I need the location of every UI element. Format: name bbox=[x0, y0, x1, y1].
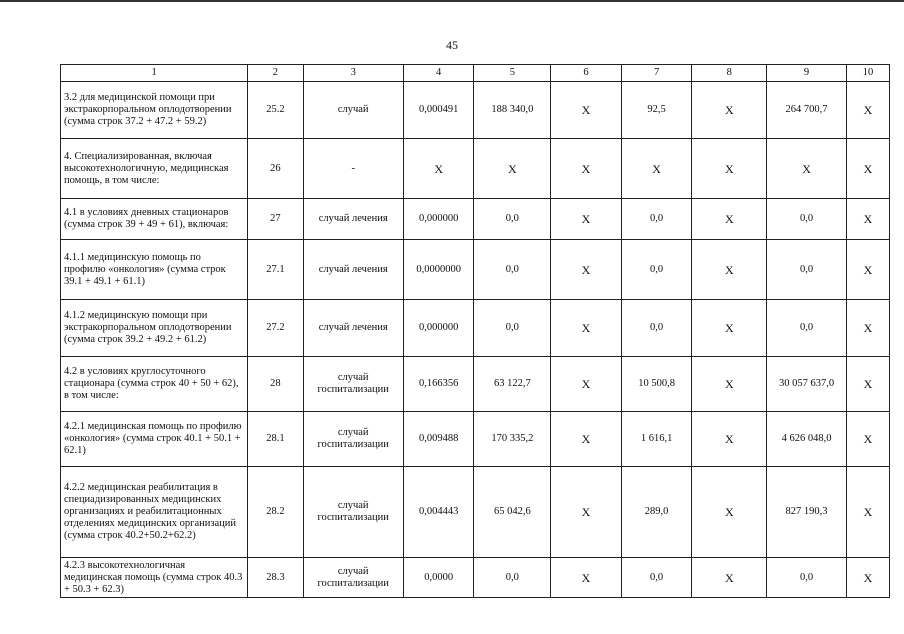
row-code-cell: 28.2 bbox=[248, 467, 303, 558]
column-header: 7 bbox=[621, 65, 692, 82]
unit-cell: случай госпитализации bbox=[303, 412, 403, 467]
value-cell: Х bbox=[846, 357, 889, 412]
value-cell: 0,004443 bbox=[403, 467, 474, 558]
value-cell: Х bbox=[846, 467, 889, 558]
data-table bbox=[60, 64, 890, 598]
value-cell: Х bbox=[846, 558, 889, 598]
table-row bbox=[61, 412, 890, 467]
column-header: 2 bbox=[248, 65, 303, 82]
value-cell: 0,0000000 bbox=[403, 240, 474, 300]
table-row bbox=[61, 300, 890, 357]
column-header: 6 bbox=[551, 65, 622, 82]
value-cell: Х bbox=[846, 82, 889, 139]
value-cell: 264 700,7 bbox=[767, 82, 847, 139]
value-cell: Х bbox=[551, 412, 622, 467]
value-cell: 63 122,7 bbox=[474, 357, 551, 412]
value-cell: 0,0 bbox=[767, 558, 847, 598]
value-cell: 827 190,3 bbox=[767, 467, 847, 558]
value-cell: 0,000000 bbox=[403, 199, 474, 240]
unit-cell: случай госпитализации bbox=[303, 357, 403, 412]
value-cell: 0,0 bbox=[621, 199, 692, 240]
row-code-cell: 25.2 bbox=[248, 82, 303, 139]
value-cell: Х bbox=[551, 82, 622, 139]
row-label-cell: 4.1.2 медицинскую помощи при экстракорпоральном оплодотворении (сумма строк 39.2 + 49.2 + 61.2) bbox=[61, 300, 248, 357]
unit-cell: - bbox=[303, 139, 403, 199]
value-cell: 0,0 bbox=[474, 240, 551, 300]
table-row bbox=[61, 199, 890, 240]
unit-cell: случай bbox=[303, 82, 403, 139]
value-cell: Х bbox=[692, 558, 767, 598]
value-cell: Х bbox=[692, 139, 767, 199]
value-cell: 170 335,2 bbox=[474, 412, 551, 467]
value-cell: Х bbox=[692, 467, 767, 558]
row-label-cell: 4.2.1 медицинская помощь по профилю «онкология» (сумма строк 40.1 + 50.1 + 62.1) bbox=[61, 412, 248, 467]
value-cell: Х bbox=[767, 139, 847, 199]
page-top-rule bbox=[0, 0, 904, 2]
column-header: 1 bbox=[61, 65, 248, 82]
value-cell: Х bbox=[551, 467, 622, 558]
value-cell: 1 616,1 bbox=[621, 412, 692, 467]
value-cell: 92,5 bbox=[621, 82, 692, 139]
value-cell: Х bbox=[692, 357, 767, 412]
unit-cell: случай лечения bbox=[303, 300, 403, 357]
value-cell: Х bbox=[621, 139, 692, 199]
column-header: 10 bbox=[846, 65, 889, 82]
value-cell: 0,0 bbox=[621, 558, 692, 598]
value-cell: 188 340,0 bbox=[474, 82, 551, 139]
value-cell: Х bbox=[551, 300, 622, 357]
value-cell: Х bbox=[846, 139, 889, 199]
value-cell: 0,000000 bbox=[403, 300, 474, 357]
value-cell: Х bbox=[846, 412, 889, 467]
value-cell: 289,0 bbox=[621, 467, 692, 558]
value-cell: Х bbox=[403, 139, 474, 199]
value-cell: 0,0 bbox=[474, 300, 551, 357]
value-cell: 0,0 bbox=[474, 199, 551, 240]
column-header: 3 bbox=[303, 65, 403, 82]
unit-cell: случай госпитализации bbox=[303, 467, 403, 558]
row-code-cell: 27.1 bbox=[248, 240, 303, 300]
value-cell: Х bbox=[551, 199, 622, 240]
table-row bbox=[61, 357, 890, 412]
value-cell: 10 500,8 bbox=[621, 357, 692, 412]
row-code-cell: 26 bbox=[248, 139, 303, 199]
row-code-cell: 27.2 bbox=[248, 300, 303, 357]
row-label-cell: 4.1.1 медицинскую помощь по профилю «онкология» (сумма строк 39.1 + 49.1 + 61.1) bbox=[61, 240, 248, 300]
value-cell: 0,166356 bbox=[403, 357, 474, 412]
value-cell: Х bbox=[551, 240, 622, 300]
unit-cell: случай лечения bbox=[303, 199, 403, 240]
value-cell: 0,0 bbox=[767, 300, 847, 357]
value-cell: Х bbox=[551, 558, 622, 598]
table-header-row bbox=[61, 65, 890, 82]
value-cell: 0,0 bbox=[621, 240, 692, 300]
value-cell: 0,000491 bbox=[403, 82, 474, 139]
value-cell: Х bbox=[692, 240, 767, 300]
row-label-cell: 4.2.3 высокотехнологичная медицинская помощь (сумма строк 40.3 + 50.3 + 62.3) bbox=[61, 558, 248, 598]
value-cell: 30 057 637,0 bbox=[767, 357, 847, 412]
value-cell: 0,0000 bbox=[403, 558, 474, 598]
column-header: 9 bbox=[767, 65, 847, 82]
value-cell: 0,009488 bbox=[403, 412, 474, 467]
row-label-cell: 4.2 в условиях круглосуточного стационара (сумма строк 40 + 50 + 62), в том числе: bbox=[61, 357, 248, 412]
column-header: 8 bbox=[692, 65, 767, 82]
value-cell: 0,0 bbox=[767, 199, 847, 240]
row-code-cell: 28.3 bbox=[248, 558, 303, 598]
value-cell: Х bbox=[551, 357, 622, 412]
value-cell: 0,0 bbox=[621, 300, 692, 357]
unit-cell: случай госпитализации bbox=[303, 558, 403, 598]
value-cell: Х bbox=[692, 82, 767, 139]
value-cell: Х bbox=[846, 240, 889, 300]
value-cell: Х bbox=[692, 199, 767, 240]
row-code-cell: 28 bbox=[248, 357, 303, 412]
value-cell: 0,0 bbox=[474, 558, 551, 598]
value-cell: Х bbox=[692, 412, 767, 467]
column-header: 5 bbox=[474, 65, 551, 82]
row-label-cell: 3.2 для медицинской помощи при экстракорпоральном оплодотворении (сумма строк 37.2 + 47.2 + 59.2) bbox=[61, 82, 248, 139]
value-cell: 4 626 048,0 bbox=[767, 412, 847, 467]
value-cell: Х bbox=[474, 139, 551, 199]
table-row bbox=[61, 467, 890, 558]
row-label-cell: 4. Специализированная, включая высокотехнологичную, медицинская помощь, в том числе: bbox=[61, 139, 248, 199]
row-code-cell: 28.1 bbox=[248, 412, 303, 467]
page-number: 45 bbox=[446, 38, 458, 52]
row-label-cell: 4.2.2 медицинская реабилитация в специадизированных медицинских организациях и реабилитационных отделениях медицинских организаций (сумма строк 40.2+50.2+62.2) bbox=[61, 467, 248, 558]
table-row bbox=[61, 82, 890, 139]
value-cell: Х bbox=[846, 199, 889, 240]
value-cell: 0,0 bbox=[767, 240, 847, 300]
table-row bbox=[61, 558, 890, 598]
value-cell: Х bbox=[846, 300, 889, 357]
value-cell: 65 042,6 bbox=[474, 467, 551, 558]
value-cell: Х bbox=[551, 139, 622, 199]
table-row bbox=[61, 240, 890, 300]
value-cell: Х bbox=[692, 300, 767, 357]
table-row bbox=[61, 139, 890, 199]
row-code-cell: 27 bbox=[248, 199, 303, 240]
column-header: 4 bbox=[403, 65, 474, 82]
row-label-cell: 4.1 в условиях дневных стационаров (сумма строк 39 + 49 + 61), включая: bbox=[61, 199, 248, 240]
unit-cell: случай лечения bbox=[303, 240, 403, 300]
